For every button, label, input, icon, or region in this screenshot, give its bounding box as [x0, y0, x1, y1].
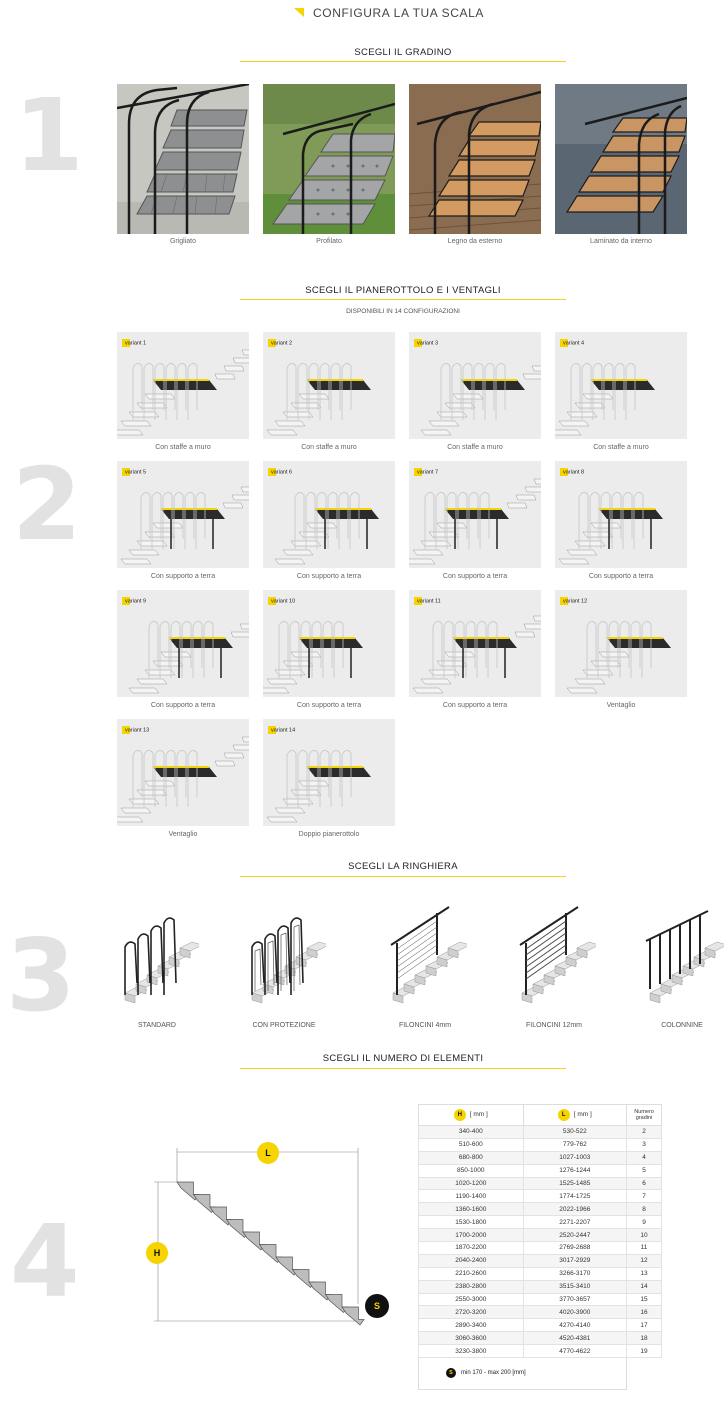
table-row: [419, 1280, 662, 1293]
variant-label: Ventaglio: [168, 831, 198, 838]
variant-card[interactable]: [263, 719, 395, 826]
variant-tag: [268, 339, 292, 347]
col-header-l: [523, 1105, 627, 1126]
variant-label: Con staffe a muro: [447, 444, 503, 451]
table-row: [419, 1293, 662, 1306]
note-text: min 170 - max 200 [mm]: [461, 1370, 526, 1376]
section-divider: [240, 299, 566, 300]
variant-label: Con staffe a muro: [301, 444, 357, 451]
cell-l: 530-522: [523, 1126, 627, 1139]
cell-l: 1276-1244: [523, 1164, 627, 1177]
table-row: [419, 1345, 662, 1358]
perforated-step-image: [263, 84, 395, 234]
step-option-label: Grigliato: [169, 238, 197, 245]
cell-h: 1870-2200: [419, 1242, 524, 1255]
table-row: [419, 1216, 662, 1229]
table-row: [419, 1138, 662, 1151]
variant-card[interactable]: [263, 332, 395, 439]
section-divider: [240, 876, 566, 877]
variant-tag-label: variant 6: [271, 469, 293, 476]
cell-h: 1700-2000: [419, 1229, 524, 1242]
variant-label: Con supporto a terra: [442, 702, 508, 709]
page-header: [0, 0, 727, 28]
cell-steps: 17: [627, 1319, 662, 1332]
variant-tag: [414, 339, 438, 347]
railing-option[interactable]: [242, 903, 326, 1009]
col-header-steps: Numero gradini: [627, 1105, 662, 1126]
cell-l: 2769-2688: [523, 1242, 627, 1255]
variant-card[interactable]: [555, 461, 687, 568]
cell-steps: 6: [627, 1177, 662, 1190]
cell-h: 680-800: [419, 1151, 524, 1164]
variant-card[interactable]: [263, 461, 395, 568]
cell-steps: 16: [627, 1306, 662, 1319]
railing-illustration: [115, 903, 199, 1009]
cell-steps: 13: [627, 1267, 662, 1280]
step-rise-badge: S: [365, 1294, 389, 1318]
section-title-step: SCEGLI IL GRADINO: [354, 47, 452, 58]
cell-l: 4520-4381: [523, 1332, 627, 1345]
cell-l: 3515-3410: [523, 1280, 627, 1293]
variant-tag: [560, 468, 584, 476]
cell-h: 2210-2600: [419, 1267, 524, 1280]
variant-tag: [268, 597, 295, 605]
railing-illustration: [242, 903, 326, 1009]
variant-tag-label: variant 12: [563, 598, 588, 605]
cell-l: 1027-1003: [523, 1151, 627, 1164]
variant-stair-illustration: [263, 332, 395, 439]
section-title-landing: SCEGLI IL PIANEROTTOLO E I VENTAGLI: [305, 285, 501, 296]
cell-l: 1774-1725: [523, 1190, 627, 1203]
cell-h: 2890-3400: [419, 1319, 524, 1332]
railing-option[interactable]: [383, 903, 467, 1009]
variant-tag-label: variant 9: [125, 598, 147, 605]
variant-card[interactable]: [409, 461, 541, 568]
cell-l: 1525-1485: [523, 1177, 627, 1190]
variant-card[interactable]: [117, 719, 249, 826]
variant-tag-label: variant 2: [271, 340, 293, 347]
cell-l: 4020-3900: [523, 1306, 627, 1319]
cell-l: 3017-2929: [523, 1254, 627, 1267]
variant-tag-label: variant 5: [125, 469, 147, 476]
variant-tag: [414, 597, 441, 605]
step-option-label: Laminato da interno: [590, 238, 652, 245]
variant-tag-label: variant 3: [417, 340, 439, 347]
l-badge: L: [558, 1109, 570, 1121]
cell-h: 1360-1600: [419, 1203, 524, 1216]
variant-stair-illustration: [409, 461, 541, 568]
cell-steps: 14: [627, 1280, 662, 1293]
section-subtitle: DISPONIBILI IN 14 CONFIGURAZIONI: [346, 308, 460, 315]
railing-label: CON PROTEZIONE: [252, 1022, 316, 1029]
cell-steps: 18: [627, 1332, 662, 1345]
cell-l: 779-762: [523, 1138, 627, 1151]
cell-h: 340-400: [419, 1126, 524, 1139]
variant-label: Ventaglio: [606, 702, 636, 709]
cell-steps: 3: [627, 1138, 662, 1151]
variant-label: Doppio pianerottolo: [298, 831, 360, 838]
cell-l: 3266-3170: [523, 1267, 627, 1280]
s-badge: S: [446, 1368, 456, 1378]
h-badge: H: [454, 1109, 466, 1121]
variant-tag: [268, 468, 292, 476]
cell-h: 2720-3200: [419, 1306, 524, 1319]
variant-stair-illustration: [117, 332, 249, 439]
variant-tag: [560, 339, 584, 347]
variant-tag: [122, 726, 149, 734]
variant-tag: [122, 597, 146, 605]
cell-steps: 4: [627, 1151, 662, 1164]
variant-card[interactable]: [117, 461, 249, 568]
variant-card[interactable]: [263, 590, 395, 697]
section-divider: [240, 1068, 566, 1069]
railing-option[interactable]: [640, 903, 724, 1009]
l-unit: [ mm ]: [573, 1111, 592, 1118]
variant-tag-label: variant 4: [563, 340, 585, 347]
variant-stair-illustration: [263, 461, 395, 568]
cell-h: 2380-2800: [419, 1280, 524, 1293]
step-number-1: 1: [14, 77, 84, 194]
cell-steps: 19: [627, 1345, 662, 1358]
table-row: [419, 1203, 662, 1216]
cell-h: 1190-1400: [419, 1190, 524, 1203]
variant-card[interactable]: [117, 590, 249, 697]
cell-steps: 11: [627, 1242, 662, 1255]
cell-steps: 12: [627, 1254, 662, 1267]
variant-stair-illustration: [117, 461, 249, 568]
cell-steps: 5: [627, 1164, 662, 1177]
cell-l: 4770-4622: [523, 1345, 627, 1358]
variant-stair-illustration: [409, 590, 541, 697]
page-title: CONFIGURA LA TUA SCALA: [313, 6, 485, 20]
stair-dimension-diagram: [140, 1136, 400, 1336]
step-number-3: 3: [6, 917, 76, 1034]
variant-card[interactable]: [409, 332, 541, 439]
variant-tag: [414, 468, 438, 476]
wood-step-image: [409, 84, 541, 234]
step-number-4: 4: [10, 1203, 80, 1320]
table-row: [419, 1267, 662, 1280]
table-row: [419, 1151, 662, 1164]
step-option-label: Legno da esterno: [447, 238, 503, 245]
variant-tag-label: variant 7: [417, 469, 439, 476]
table-row: [419, 1164, 662, 1177]
cell-h: 2550-3000: [419, 1293, 524, 1306]
variant-stair-illustration: [117, 590, 249, 697]
section-divider: [240, 61, 566, 62]
cell-steps: 7: [627, 1190, 662, 1203]
cell-steps: 2: [627, 1126, 662, 1139]
cell-h: 1530-1800: [419, 1216, 524, 1229]
variant-tag-label: variant 10: [271, 598, 296, 605]
variant-stair-illustration: [409, 332, 541, 439]
table-row: [419, 1126, 662, 1139]
variant-stair-illustration: [555, 461, 687, 568]
cell-h: 3230-3800: [419, 1345, 524, 1358]
elements-table: [418, 1104, 662, 1358]
table-row: [419, 1306, 662, 1319]
variant-tag: [122, 339, 146, 347]
cell-steps: 9: [627, 1216, 662, 1229]
variant-card[interactable]: [555, 590, 687, 697]
section-title-elements: SCEGLI IL NUMERO DI ELEMENTI: [322, 1053, 484, 1064]
railing-illustration: [640, 903, 724, 1009]
cell-l: 2520-2447: [523, 1229, 627, 1242]
laminate-step-image: [555, 84, 687, 234]
variant-stair-illustration: [555, 332, 687, 439]
variant-tag-label: variant 8: [563, 469, 585, 476]
cell-h: 1020-1200: [419, 1177, 524, 1190]
variant-tag-label: variant 11: [417, 598, 441, 605]
table-row: [419, 1229, 662, 1242]
grating-step-image: [117, 84, 249, 234]
length-badge: L: [257, 1142, 279, 1164]
step-rise-note: [446, 1368, 526, 1378]
variant-tag: [560, 597, 587, 605]
variant-stair-illustration: [263, 590, 395, 697]
variant-tag-label: variant 1: [125, 340, 147, 347]
cell-l: 2271-2207: [523, 1216, 627, 1229]
cell-l: 2022-1966: [523, 1203, 627, 1216]
variant-label: Con staffe a muro: [593, 444, 649, 451]
variant-label: Con supporto a terra: [296, 702, 362, 709]
cell-h: 510-600: [419, 1138, 524, 1151]
variant-card[interactable]: [555, 332, 687, 439]
railing-illustration: [512, 903, 596, 1009]
table-row: [419, 1242, 662, 1255]
cell-l: 4270-4140: [523, 1319, 627, 1332]
variant-label: Con supporto a terra: [296, 573, 362, 580]
stair-diagram-drawing: [140, 1136, 400, 1336]
variant-label: Con supporto a terra: [150, 702, 216, 709]
cell-steps: 15: [627, 1293, 662, 1306]
variant-card[interactable]: [409, 590, 541, 697]
section-title-railing: SCEGLI LA RINGHIERA: [348, 861, 458, 872]
table-row: [419, 1254, 662, 1267]
table-row: [419, 1332, 662, 1345]
table-row: [419, 1190, 662, 1203]
variant-label: Con supporto a terra: [442, 573, 508, 580]
cell-steps: 10: [627, 1229, 662, 1242]
step-option-label: Profilato: [316, 238, 342, 245]
step-option-profilato[interactable]: [263, 84, 395, 234]
railing-label: FILONCINI 4mm: [398, 1022, 452, 1029]
cell-h: 3060-3600: [419, 1332, 524, 1345]
step-option-legno[interactable]: [409, 84, 541, 234]
railing-option[interactable]: [512, 903, 596, 1009]
table-row: [419, 1177, 662, 1190]
col-header-h: [419, 1105, 524, 1126]
h-unit: [ mm ]: [469, 1111, 488, 1118]
railing-label: COLONNINE: [661, 1022, 703, 1029]
variant-card[interactable]: [117, 332, 249, 439]
variant-tag-label: variant 14: [271, 727, 296, 734]
cell-steps: 8: [627, 1203, 662, 1216]
cell-h: 2040-2400: [419, 1254, 524, 1267]
railing-label: FILONCINI 12mm: [525, 1022, 582, 1029]
variant-stair-illustration: [263, 719, 395, 826]
variant-label: Con supporto a terra: [150, 573, 216, 580]
variant-tag: [122, 468, 146, 476]
step-option-laminato[interactable]: [555, 84, 687, 234]
variant-label: Con supporto a terra: [588, 573, 654, 580]
variant-tag: [268, 726, 295, 734]
railing-label: STANDARD: [138, 1022, 176, 1029]
railing-illustration: [383, 903, 467, 1009]
cell-l: 3770-3657: [523, 1293, 627, 1306]
table-row: [419, 1319, 662, 1332]
cell-h: 850-1000: [419, 1164, 524, 1177]
variant-tag-label: variant 13: [125, 727, 150, 734]
variant-stair-illustration: [555, 590, 687, 697]
railing-option[interactable]: [115, 903, 199, 1009]
height-badge: H: [146, 1242, 168, 1264]
step-option-grigliato[interactable]: [117, 84, 249, 234]
variant-label: Con staffe a muro: [155, 444, 211, 451]
step-number-2: 2: [12, 446, 82, 563]
yellow-corner-icon: [294, 8, 304, 17]
variant-stair-illustration: [117, 719, 249, 826]
